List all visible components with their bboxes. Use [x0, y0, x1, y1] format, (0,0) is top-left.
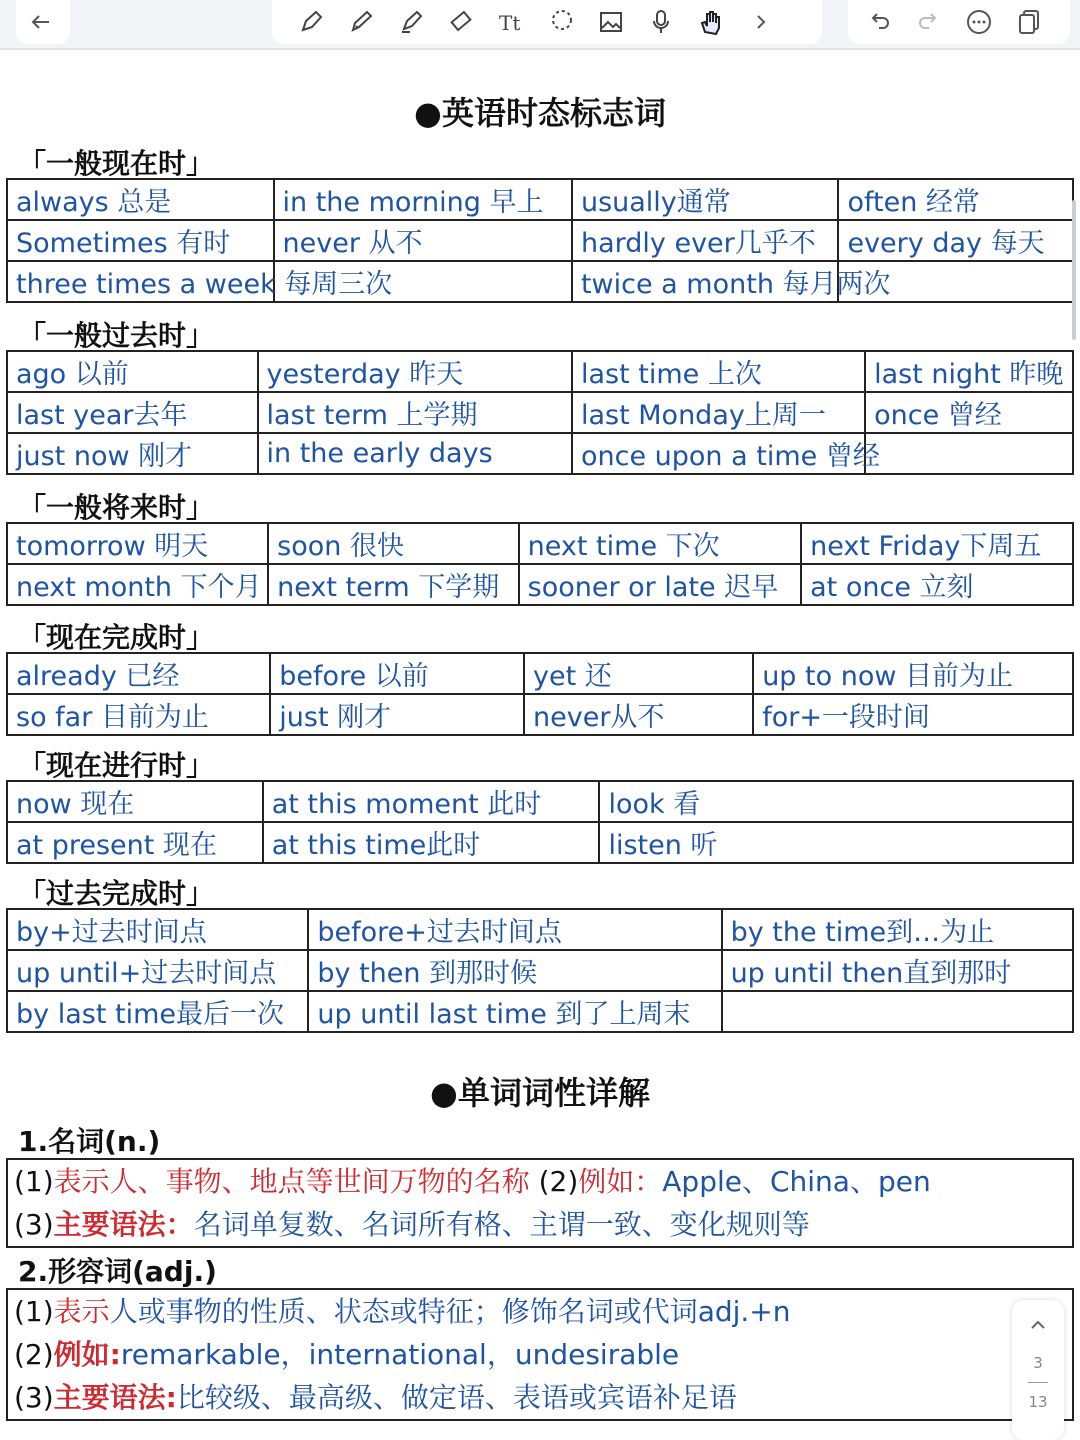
- table-cell: every day 每天: [838, 220, 1073, 261]
- section-heading: 「过去完成时」: [18, 877, 215, 910]
- table-cell: never 从不: [274, 220, 572, 261]
- adj-line-1: (1)表示人或事物的性质、状态或特征；修饰名词或代词adj.+n: [14, 1295, 791, 1328]
- table-cell: up until+过去时间点: [7, 950, 308, 991]
- table-cell: last time 上次: [572, 351, 865, 392]
- table-cell: by last time最后一次: [7, 991, 308, 1032]
- table-cell: last year去年: [7, 392, 258, 433]
- noun-line-1: (1)表示人、事物、地点等世间万物的名称 (2)例如：Apple、China、pen: [14, 1165, 931, 1198]
- table-cell: just now 刚才: [7, 433, 258, 474]
- table-cell: by then 到那时候: [308, 950, 721, 991]
- table-cell: ago 以前: [7, 351, 258, 392]
- adj-box: [6, 1288, 1074, 1421]
- table-cell: never从不: [524, 694, 753, 735]
- svg-text:Tt: Tt: [499, 11, 521, 35]
- adj-line-2: (2)例如:remarkable，international，undesirable: [14, 1338, 680, 1371]
- table-cell: listen 听: [599, 822, 1073, 863]
- adj-line-3: (3)主要语法:比较级、最高级、做定语、表语或宾语补足语: [14, 1381, 737, 1414]
- chevron-right-icon[interactable]: [736, 0, 786, 44]
- noun-heading: 1.名词(n.): [18, 1125, 161, 1158]
- tense-table: [6, 350, 1074, 475]
- table-cell: three times a week 每周三次: [7, 261, 274, 302]
- table-row: [7, 392, 1073, 433]
- table-row: [7, 261, 1073, 302]
- table-cell: look 看: [599, 781, 1073, 822]
- table-cell: so far 目前为止: [7, 694, 270, 735]
- table-cell: always 总是: [7, 179, 274, 220]
- section-heading: 「一般将来时」: [18, 491, 215, 524]
- table-cell: already 已经: [7, 653, 270, 694]
- table-row: [7, 694, 1073, 735]
- chevron-up-icon[interactable]: [1012, 1300, 1064, 1350]
- table-cell: once 曾经: [865, 392, 1073, 433]
- table-cell: usually通常: [572, 179, 839, 220]
- table-cell: hardly ever几乎不: [572, 220, 839, 261]
- table-cell: up to now 目前为止: [753, 653, 1073, 694]
- table-cell: yesterday 昨天: [258, 351, 572, 392]
- page-indicator[interactable]: [1012, 1300, 1064, 1440]
- table-row: [7, 781, 1073, 822]
- hand-icon[interactable]: [686, 0, 736, 44]
- table-cell: Sometimes 有时: [7, 220, 274, 261]
- tense-table: [6, 178, 1074, 303]
- pager-divider: [1028, 1382, 1048, 1383]
- redo-icon[interactable]: [904, 0, 954, 44]
- pages-icon[interactable]: [1004, 0, 1054, 44]
- tense-table: [6, 908, 1074, 1033]
- title-word-classes: ●单词词性详解: [430, 1074, 650, 1112]
- scrollbar[interactable]: [1072, 200, 1076, 340]
- table-row: [7, 179, 1073, 220]
- pen-icon[interactable]: [286, 0, 336, 44]
- table-cell: at this time此时: [263, 822, 600, 863]
- table-cell: next time 下次: [519, 523, 801, 564]
- table-row: [7, 909, 1073, 950]
- table-cell: just 刚才: [270, 694, 524, 735]
- section-heading: 「一般现在时」: [18, 147, 215, 180]
- table-row: [7, 433, 1073, 474]
- table-cell: for+一段时间: [753, 694, 1073, 735]
- table-row: [7, 653, 1073, 694]
- current-page: 3: [1033, 1354, 1043, 1372]
- tense-table: [6, 652, 1074, 736]
- table-cell: yet 还: [524, 653, 753, 694]
- table-cell: at this moment 此时: [263, 781, 600, 822]
- tense-table: [6, 522, 1074, 606]
- section-heading: 「一般过去时」: [18, 319, 215, 352]
- text-icon[interactable]: [486, 0, 536, 44]
- table-cell: up until then直到那时: [722, 950, 1073, 991]
- tool-group: [272, 0, 822, 44]
- more-icon[interactable]: [954, 0, 1004, 44]
- table-cell: next Friday下周五: [801, 523, 1073, 564]
- table-cell: in the early days: [258, 433, 572, 474]
- noun-line-2: (3)主要语法：名词单复数、名词所有格、主谓一致、变化规则等: [14, 1208, 810, 1241]
- noun-box: [6, 1158, 1074, 1248]
- lasso-icon[interactable]: [536, 0, 586, 44]
- table-cell: often 经常: [838, 179, 1073, 220]
- table-cell: last term 上学期: [258, 392, 572, 433]
- highlighter-icon[interactable]: [386, 0, 436, 44]
- eraser-icon[interactable]: [436, 0, 486, 44]
- section-heading: 「现在进行时」: [18, 749, 215, 782]
- document-page: [0, 50, 1080, 1440]
- table-cell: next term 下学期: [268, 564, 519, 605]
- table-cell: by the time到…为止: [722, 909, 1073, 950]
- undo-icon[interactable]: [854, 0, 904, 44]
- total-pages: 13: [1028, 1393, 1048, 1411]
- table-cell: before+过去时间点: [308, 909, 721, 950]
- table-cell: now 现在: [7, 781, 263, 822]
- mic-icon[interactable]: [636, 0, 686, 44]
- table-cell: once upon a time 曾经: [572, 433, 865, 474]
- table-row: [7, 822, 1073, 863]
- image-icon[interactable]: [586, 0, 636, 44]
- table-cell: in the morning 早上: [274, 179, 572, 220]
- table-cell: before 以前: [270, 653, 524, 694]
- table-row: [7, 950, 1073, 991]
- adj-heading: 2.形容词(adj.): [18, 1255, 217, 1288]
- table-cell: up until last time 到了上周末: [308, 991, 721, 1032]
- table-cell: next month 下个月: [7, 564, 268, 605]
- table-cell: last night 昨晚: [865, 351, 1073, 392]
- table-cell: sooner or late 迟早: [519, 564, 801, 605]
- table-cell: twice a month 每月两次: [572, 261, 839, 302]
- table-cell: tomorrow 明天: [7, 523, 268, 564]
- toolbar: [0, 0, 1080, 50]
- table-cell: soon 很快: [268, 523, 519, 564]
- action-group: [848, 0, 1070, 44]
- table-row: [7, 564, 1073, 605]
- table-row: [7, 351, 1073, 392]
- pencil-icon[interactable]: [336, 0, 386, 44]
- table-cell: at present 现在: [7, 822, 263, 863]
- table-cell: last Monday上周一: [572, 392, 865, 433]
- back-box: [16, 0, 70, 44]
- table-cell: at once 立刻: [801, 564, 1073, 605]
- tense-table: [6, 780, 1074, 864]
- table-cell: by+过去时间点: [7, 909, 308, 950]
- back-icon[interactable]: [16, 0, 66, 44]
- title-tense-markers: ●英语时态标志词: [414, 94, 666, 132]
- table-row: [7, 523, 1073, 564]
- table-cell: [722, 991, 1073, 1032]
- section-heading: 「现在完成时」: [18, 621, 215, 654]
- table-row: [7, 220, 1073, 261]
- table-row: [7, 991, 1073, 1032]
- table-cell: [865, 433, 1073, 474]
